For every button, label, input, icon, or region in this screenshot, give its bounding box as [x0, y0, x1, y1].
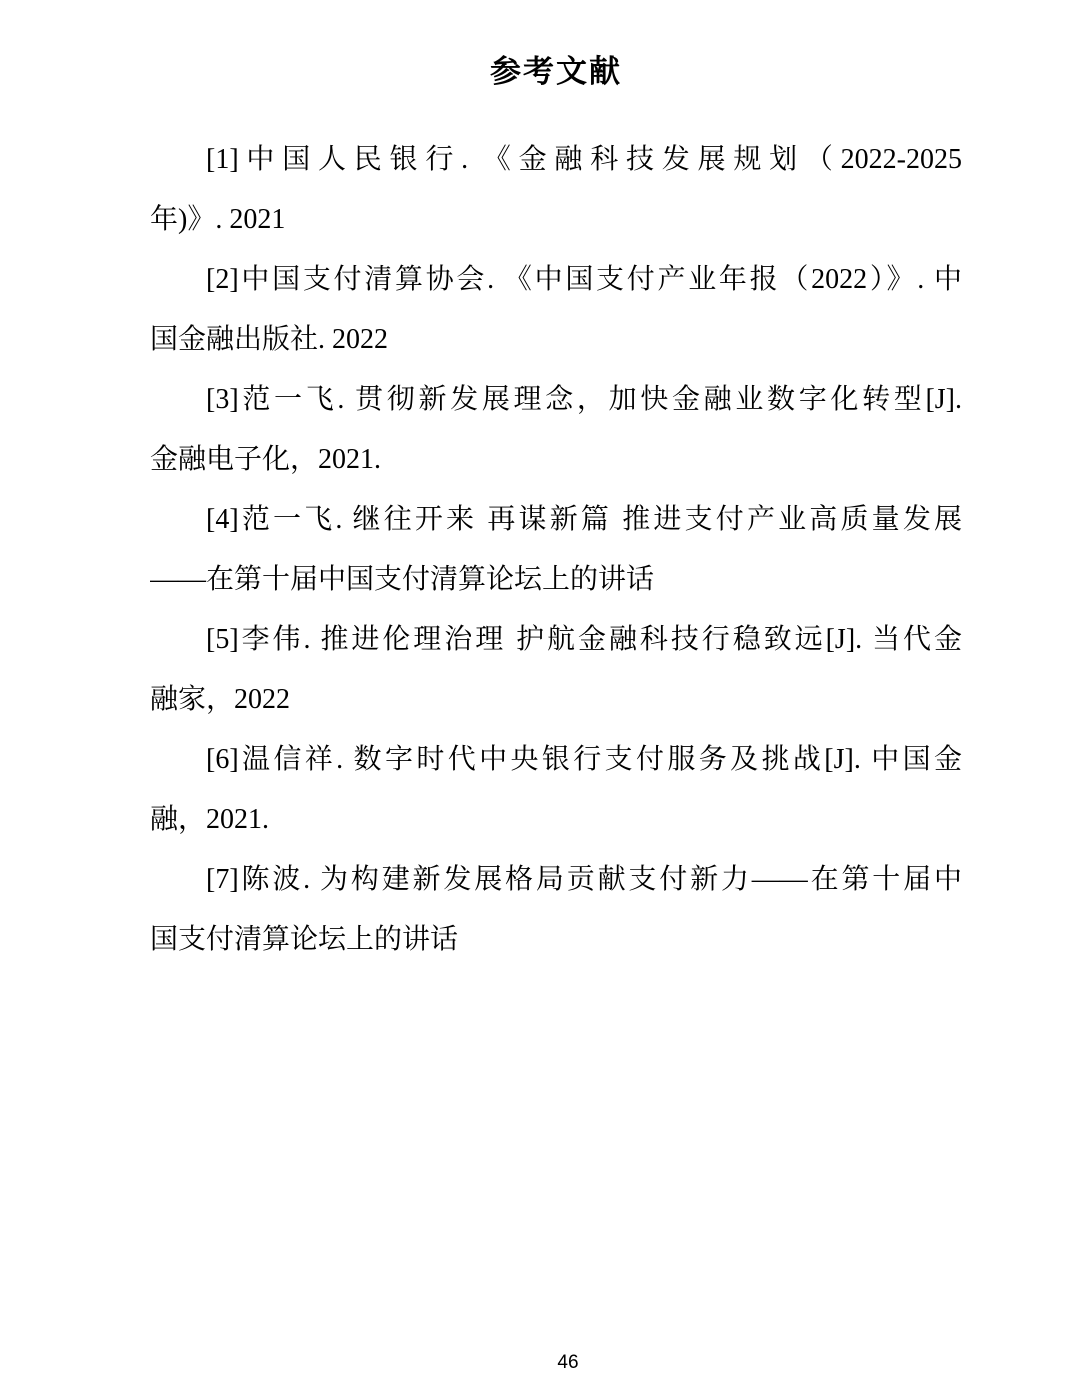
page-number: 46 — [557, 1352, 579, 1373]
reference-line: 国支付清算论坛上的讲话 — [150, 924, 459, 955]
reference-line: [1]中国人民银行. 《金融科技发展规划（2022-2025 — [206, 144, 962, 175]
reference-item — [150, 730, 962, 850]
reference-line: ——在第十届中国支付清算论坛上的讲话 — [150, 564, 655, 595]
reference-line: 融，2021. — [150, 804, 270, 835]
reference-line: [2]中国支付清算协会. 《中国支付产业年报（2022）》. 中 — [206, 264, 962, 295]
reference-line: [3]范一飞. 贯彻新发展理念，加快金融业数字化转型[J]. — [206, 384, 962, 415]
reference-item — [150, 250, 962, 370]
reference-item — [150, 610, 962, 730]
reference-line: [6]温信祥. 数字时代中央银行支付服务及挑战[J]. 中国金 — [206, 744, 962, 775]
page-title: 参考文献 — [490, 54, 622, 89]
reference-line: 国金融出版社. 2022 — [150, 324, 389, 355]
reference-line: 年)》. 2021 — [150, 204, 286, 235]
reference-item — [150, 490, 962, 610]
reference-line: 金融电子化，2021. — [150, 444, 382, 475]
reference-item — [150, 370, 962, 490]
reference-list — [0, 130, 1080, 970]
reference-line: [7]陈波. 为构建新发展格局贡献支付新力——在第十届中 — [206, 864, 962, 895]
reference-item — [150, 130, 962, 250]
reference-line: 融家，2022 — [150, 684, 291, 715]
reference-item — [150, 850, 962, 970]
reference-line: [5]李伟. 推进伦理治理 护航金融科技行稳致远[J]. 当代金 — [206, 624, 962, 655]
reference-line: [4]范一飞. 继往开来 再谋新篇 推进支付产业高质量发展 — [206, 504, 962, 535]
